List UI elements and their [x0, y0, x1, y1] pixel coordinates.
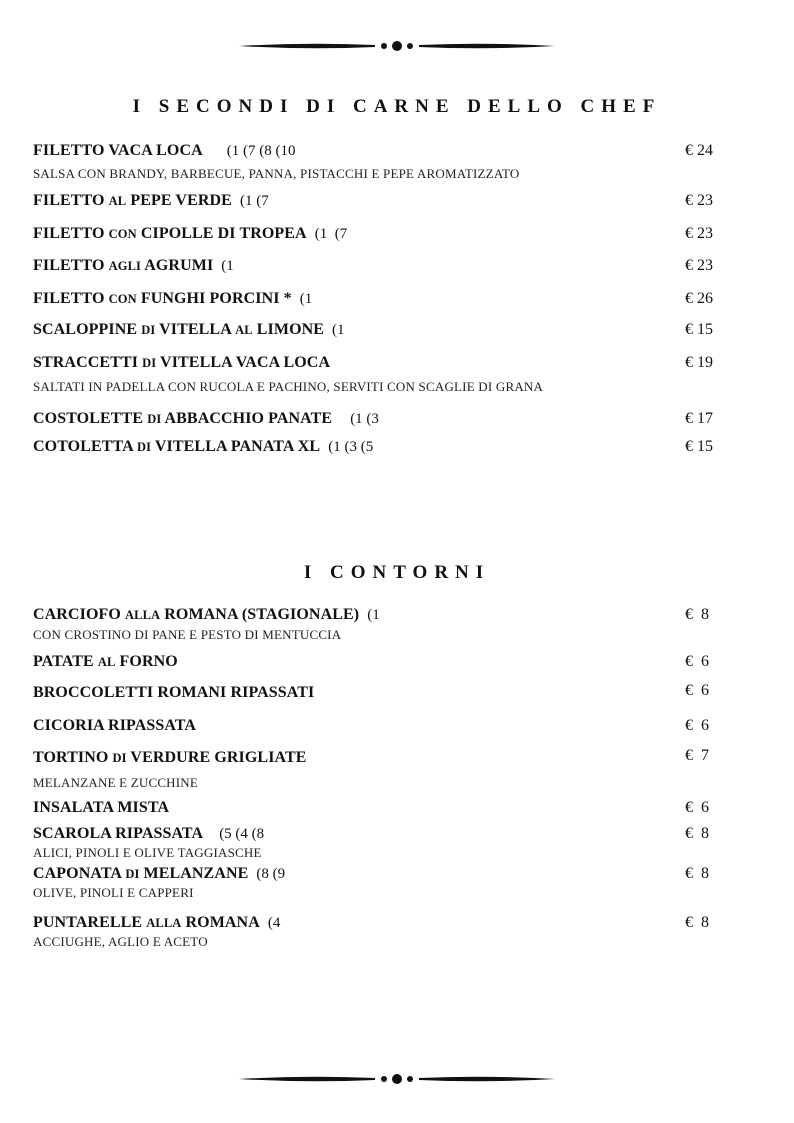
menu-item	[33, 684, 733, 706]
item-name: CAPONATA DI MELANZANE	[33, 865, 249, 882]
menu-item	[33, 257, 733, 279]
item-name: STRACCETTI DI VITELLA VACA LOCA	[33, 354, 331, 371]
item-price: € 26	[685, 290, 713, 307]
item-price: € 8	[685, 914, 709, 931]
menu-item	[33, 290, 733, 312]
item-price: € 8	[685, 606, 709, 623]
item-price: € 24	[685, 142, 713, 159]
item-allergens: (5 (4 (8	[219, 826, 265, 842]
item-allergens: (1 (7 (8 (10	[226, 143, 296, 159]
item-price: € 23	[685, 257, 713, 274]
top-ornament	[0, 36, 794, 56]
menu-item	[33, 410, 733, 432]
item-name: SCALOPPINE DI VITELLA AL LIMONE	[33, 321, 325, 338]
item-name: SCAROLA RIPASSATA	[33, 825, 204, 842]
item-price: € 7	[685, 747, 709, 764]
menu-item	[33, 865, 733, 901]
item-description: SALSA CON BRANDY, BARBECUE, PANNA, PISTACCHI E PEPE AROMATIZZATO	[33, 166, 520, 181]
item-name: BROCCOLETTI ROMANI RIPASSATI	[33, 684, 315, 701]
item-price: € 23	[685, 225, 713, 242]
item-name: PATATE AL FORNO	[33, 653, 178, 670]
item-name: FILETTO AGLI AGRUMI	[33, 257, 214, 274]
menu-item	[33, 825, 733, 861]
item-allergens: (1	[299, 291, 313, 307]
menu-item	[33, 142, 733, 182]
item-name: FILETTO VACA LOCA	[33, 142, 203, 159]
item-description: OLIVE, PINOLI E CAPPERI	[33, 885, 194, 900]
item-name: CICORIA RIPASSATA	[33, 717, 197, 734]
item-allergens: (1 (3	[350, 411, 379, 427]
item-allergens: (1 (3 (5	[328, 439, 374, 455]
item-price: € 6	[685, 799, 709, 816]
item-allergens: (1 (7	[239, 193, 269, 209]
item-price: € 19	[685, 354, 713, 371]
item-description: ALICI, PINOLI E OLIVE TAGGIASCHE	[33, 845, 262, 860]
item-price: € 23	[685, 192, 713, 209]
item-price: € 8	[685, 865, 709, 882]
item-name: COSTOLETTE DI ABBACCHIO PANATE	[33, 410, 333, 427]
item-price: € 8	[685, 825, 709, 842]
item-price: € 6	[685, 682, 709, 699]
item-name: FILETTO AL PEPE VERDE	[33, 192, 232, 209]
item-name: COTOLETTA DI VITELLA PANATA XL	[33, 438, 321, 455]
item-price: € 15	[685, 321, 713, 338]
menu-item	[33, 225, 733, 247]
item-price: € 6	[685, 717, 709, 734]
item-name: INSALATA MISTA	[33, 799, 170, 816]
item-price: € 6	[685, 653, 709, 670]
menu-item	[33, 749, 733, 791]
item-name: FILETTO CON CIPOLLE DI TROPEA	[33, 225, 307, 242]
item-allergens: (1 (7	[314, 226, 348, 242]
item-allergens: (1	[367, 607, 380, 623]
menu-item	[33, 438, 733, 460]
item-price: € 15	[685, 438, 713, 455]
menu-item	[33, 606, 733, 643]
item-name: TORTINO DI VERDURE GRIGLIATE	[33, 749, 307, 766]
item-name: FILETTO CON FUNGHI PORCINI *	[33, 290, 292, 307]
section-title-secondi: I SECONDI DI CARNE DELLO CHEF	[132, 96, 662, 117]
menu-item	[33, 717, 733, 739]
menu-item	[33, 653, 733, 675]
menu-item	[33, 321, 733, 343]
item-name: PUNTARELLE ALLA ROMANA	[33, 914, 260, 931]
item-description: CON CROSTINO DI PANE E PESTO DI MENTUCCIA	[33, 627, 342, 642]
section-title-contorni: I CONTORNI	[303, 562, 491, 583]
item-description: MELANZANE E ZUCCHINE	[33, 775, 199, 790]
bottom-ornament	[0, 1069, 794, 1089]
menu-item	[33, 799, 733, 821]
item-allergens: (8 (9	[256, 866, 286, 882]
item-price: € 17	[685, 410, 713, 427]
menu-item	[33, 354, 733, 395]
menu-item	[33, 192, 733, 214]
menu-item	[33, 914, 733, 950]
item-description: ACCIUGHE, AGLIO E ACETO	[33, 934, 208, 949]
item-name: CARCIOFO ALLA ROMANA (STAGIONALE)	[33, 606, 360, 623]
item-allergens: (1	[221, 258, 234, 274]
item-allergens: (4	[267, 915, 281, 931]
item-allergens: (1	[332, 322, 345, 338]
item-description: SALTATI IN PADELLA CON RUCOLA E PACHINO, SERVITI CON SCAGLIE DI GRANA	[33, 379, 544, 394]
